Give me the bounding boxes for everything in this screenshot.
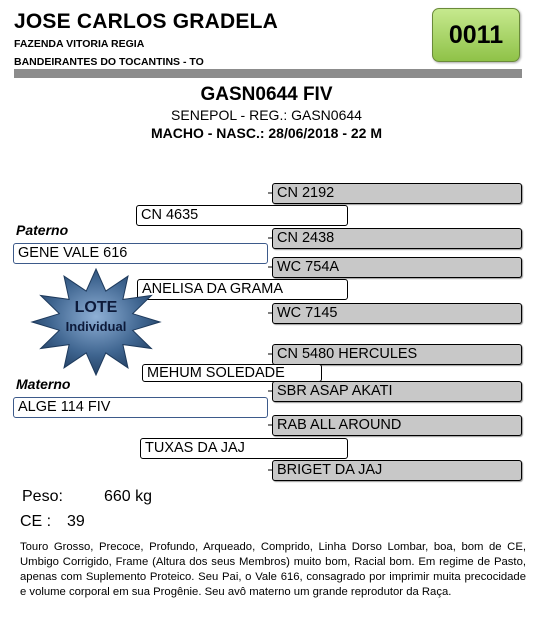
pedigree-sire-sire: CN 4635	[136, 205, 348, 226]
ce-label: CE :	[20, 513, 52, 530]
lote-line2: Individual	[65, 319, 127, 334]
pedigree-dam-sire-sire: CN 5480 HERCULES	[272, 344, 522, 365]
pedigree-sire-sire-dam: CN 2438	[272, 228, 522, 249]
owner-name: JOSE CARLOS GRADELA	[14, 10, 278, 33]
materno-label: Materno	[16, 376, 71, 392]
pedigree-dam-sire: MEHUM SOLEDADE	[142, 364, 322, 382]
farm-name: FAZENDA VITORIA REGIA	[14, 38, 145, 50]
pedigree-sire-dam-sire: WC 754A	[272, 257, 522, 278]
pedigree-dam-dam-dam: BRIGET DA JAJ	[272, 460, 522, 481]
pedigree-dam-sire-dam: SBR ASAP AKATI	[272, 381, 522, 402]
peso-label: Peso:	[22, 488, 63, 505]
lote-label	[30, 298, 162, 336]
pedigree-sire-sire-sire: CN 2192	[272, 183, 522, 204]
pedigree-dam-dam-sire: RAB ALL AROUND	[272, 415, 522, 436]
lote-line1: LOTE	[74, 299, 118, 316]
lot-number: 0011	[448, 20, 504, 49]
animal-description: Touro Grosso, Precoce, Profundo, Arqueado, Comprido, Linha Dorso Lombar, boa, bom de CE, Umbigo Corrigido, Frame (Altura dos seus Membros) muito bom, Racial bom. Em regime de Pasto, apenas com Suplemento Proteico. Seu Pai, o Vale 616, consagrado por imprimir muita precocidade e volume corporal em sua Progênie. Seu avô materno um grande reprodutor da Raça.	[20, 541, 526, 598]
paterno-label: Paterno	[16, 222, 69, 238]
peso-value: 660 kg	[104, 488, 153, 505]
farm-location: BANDEIRANTES DO TOCANTINS - TO	[14, 56, 204, 68]
ce-value: 39	[67, 513, 85, 530]
pedigree-sire-dam-dam: WC 7145	[272, 303, 522, 324]
pedigree-dam-dam: TUXAS DA JAJ	[140, 438, 348, 459]
pedigree-dam: ALGE 114 FIV	[13, 397, 268, 418]
breed-registration: SENEPOL - REG.: GASN0644	[171, 107, 362, 123]
animal-id: GASN0644 FIV	[200, 84, 333, 105]
pedigree-sire: GENE VALE 616	[13, 243, 268, 264]
pedigree-sire-dam: ANELISA DA GRAMA	[137, 279, 348, 300]
sex-birth-date: MACHO - NASC.: 28/06/2018 - 22 M	[150, 125, 383, 141]
